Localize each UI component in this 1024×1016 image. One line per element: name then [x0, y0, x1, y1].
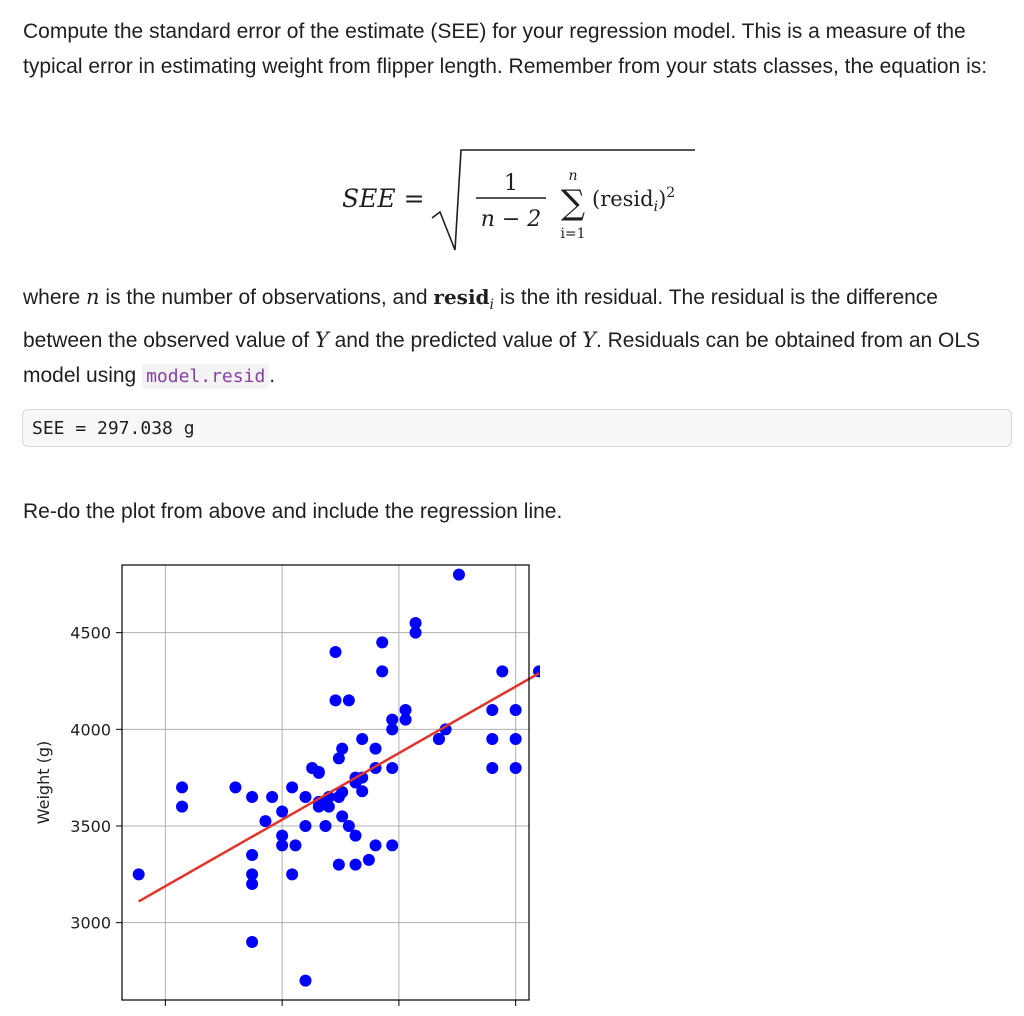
data-point [266, 791, 278, 803]
cell-output [22, 409, 1012, 447]
data-point [246, 791, 258, 803]
data-point [299, 820, 311, 832]
data-point [350, 859, 362, 871]
var-y: Y [314, 328, 329, 353]
data-point [246, 936, 258, 948]
data-point [336, 743, 348, 755]
data-point [453, 569, 465, 581]
data-point [323, 801, 335, 813]
data-point [313, 766, 325, 778]
sum-upper-limit: n [568, 168, 578, 184]
fraction-numerator: 1 [504, 171, 518, 196]
data-point [356, 733, 368, 745]
data-point [299, 791, 311, 803]
data-point [400, 714, 412, 726]
y-tick-label: 4500 [70, 623, 111, 643]
data-point [356, 785, 368, 797]
y-tick-label: 3500 [70, 817, 111, 836]
inline-code: model.resid [142, 364, 269, 389]
data-point [330, 646, 342, 658]
var-n: n [86, 285, 100, 309]
output-text: SEE = 297.038 g [32, 418, 195, 439]
data-point [386, 723, 398, 735]
data-point [510, 704, 522, 716]
data-point [276, 806, 288, 818]
data-point [229, 781, 241, 793]
data-point [246, 878, 258, 890]
data-point [410, 627, 422, 639]
data-point [510, 733, 522, 745]
data-point [330, 694, 342, 706]
data-point [343, 694, 355, 706]
data-point [286, 868, 298, 880]
data-point [246, 849, 258, 861]
data-point [286, 781, 298, 793]
data-point [376, 665, 388, 677]
data-point [370, 743, 382, 755]
data-point [486, 733, 498, 745]
var-resid: resid [433, 285, 490, 309]
explanation-paragraph: where n is the number of observations, and resid$_i$ is the ith residual. The residual is the difference between the observed value of Y and the predicted value of Y. Residuals can be obtained from an OLS model using model.resid . [23, 285, 981, 388]
data-point [363, 854, 375, 866]
data-point [370, 839, 382, 851]
sum-symbol: ∑ [560, 183, 586, 223]
data-point [486, 762, 498, 774]
data-point [133, 868, 145, 880]
y-tick-label: 4000 [70, 720, 111, 740]
data-point [276, 839, 288, 851]
data-point [510, 762, 522, 774]
data-point [320, 820, 332, 832]
data-point [350, 830, 362, 842]
var-y: Y [582, 328, 596, 353]
scatter-chart [20, 555, 540, 1011]
sum-term: (resid$_i$)$^2$ [592, 185, 676, 215]
data-point [386, 762, 398, 774]
sum-lower-limit: i=1 [560, 226, 586, 242]
data-point [333, 859, 345, 871]
data-point [176, 801, 188, 813]
formula-lhs: SEE = [342, 184, 425, 213]
data-point [299, 975, 311, 987]
data-point [386, 839, 398, 851]
instruction-paragraph: Re-do the plot from above and include the regression line. [23, 500, 563, 523]
data-point [486, 704, 498, 716]
see-formula [330, 140, 710, 260]
y-axis-label: Weight (g) [34, 740, 53, 825]
data-point [176, 781, 188, 793]
data-point [496, 665, 508, 677]
fraction-denominator: n − 2 [480, 207, 542, 232]
data-point [289, 839, 301, 851]
intro-paragraph: Compute the standard error of the estimate (SEE) for your regression model. This is a measure of the typical error in estimating weight from flipper length. Remember from your stats classes, the equation is: [23, 20, 988, 78]
y-tick-label: 3000 [70, 913, 111, 933]
data-point [376, 636, 388, 648]
